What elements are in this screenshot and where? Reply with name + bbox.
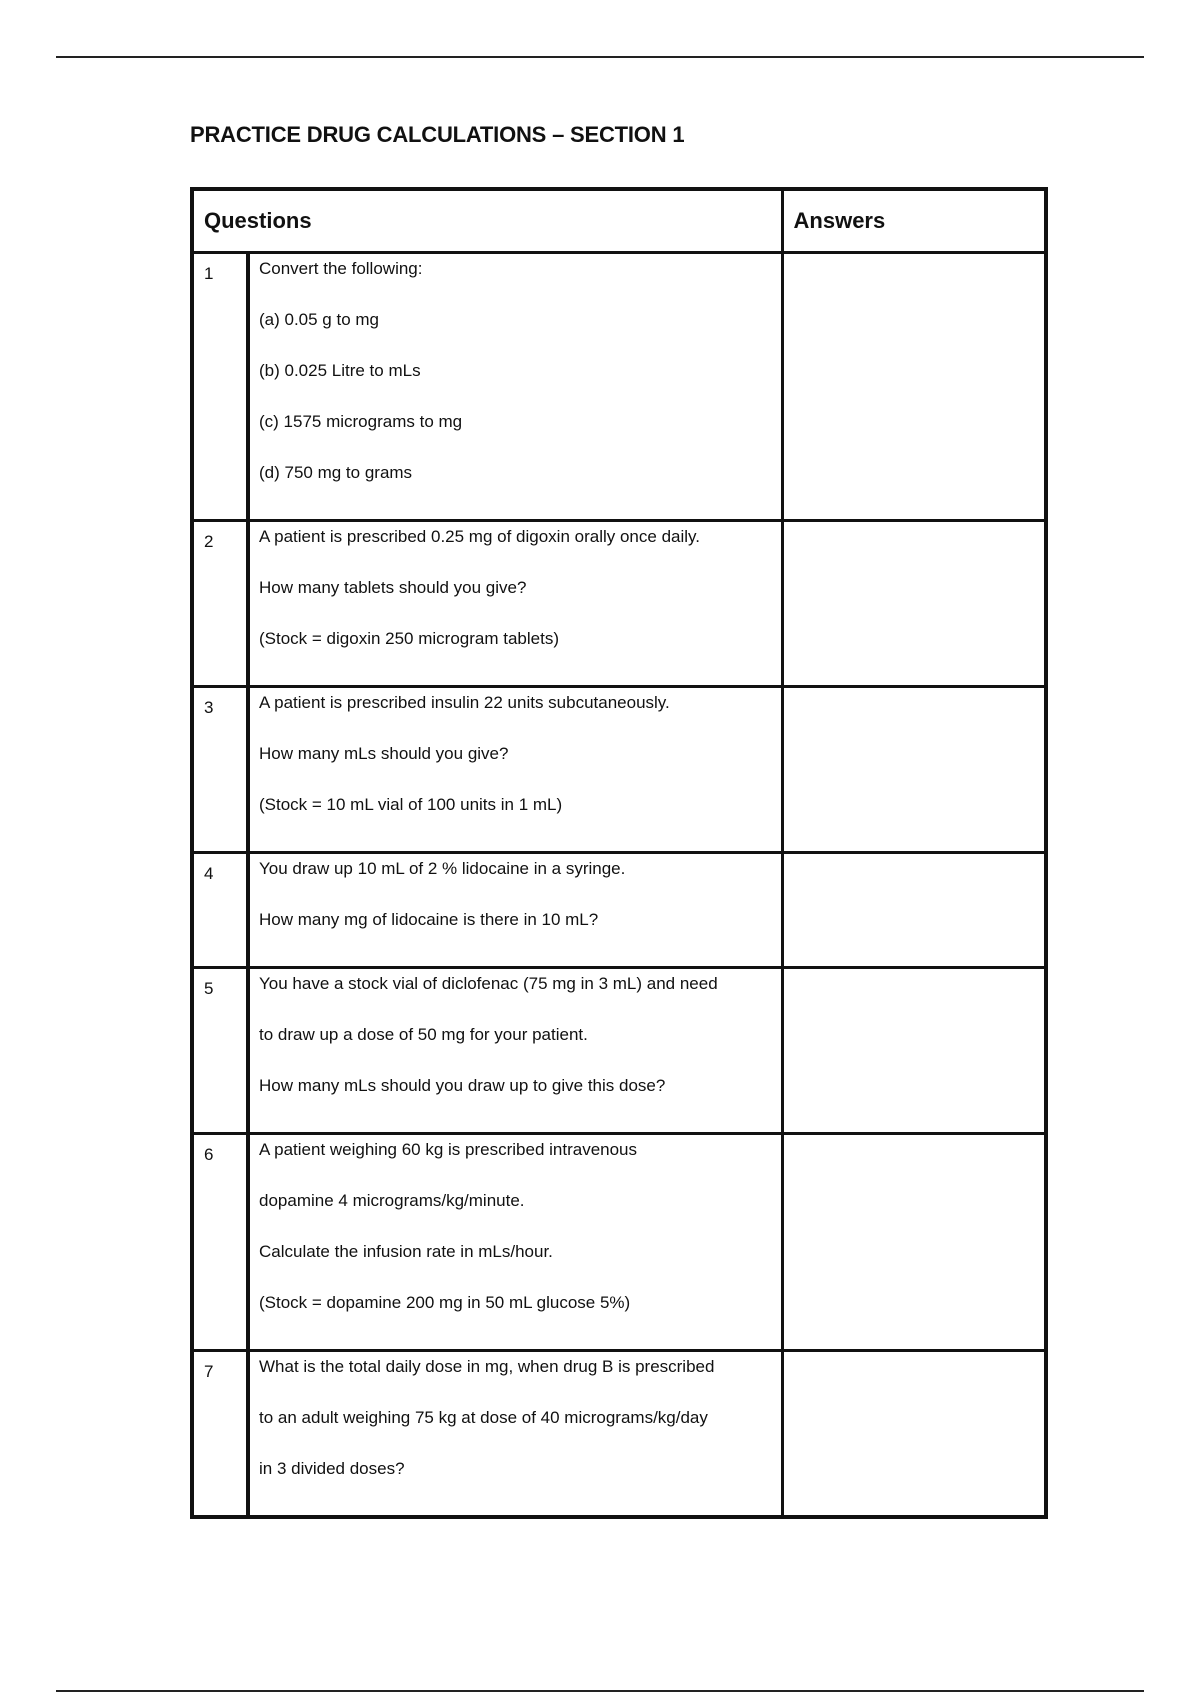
answer-cell — [782, 253, 1046, 521]
question-line: in 3 divided doses? — [259, 1459, 405, 1478]
question-cell — [248, 853, 782, 968]
question-line: dopamine 4 micrograms/kg/minute. — [259, 1191, 525, 1210]
question-line: A patient weighing 60 kg is prescribed intravenous — [259, 1140, 638, 1159]
question-line: (c) 1575 micrograms to mg — [259, 412, 463, 431]
question-cell — [248, 687, 782, 853]
table-row — [192, 1134, 1046, 1351]
question-line: A patient is prescribed insulin 22 units subcutaneously. — [259, 693, 670, 712]
table-row — [192, 968, 1046, 1134]
questions-header: Questions — [192, 189, 782, 253]
question-number: 7 — [192, 1351, 248, 1518]
question-number: 1 — [192, 253, 248, 521]
question-line: You have a stock vial of diclofenac (75 mg in 3 mL) and need — [259, 974, 718, 993]
answer-cell — [782, 1134, 1046, 1351]
question-line: How many tablets should you give? — [259, 578, 527, 597]
question-number: 5 — [192, 968, 248, 1134]
table-row — [192, 687, 1046, 853]
question-number: 2 — [192, 521, 248, 687]
question-line: A patient is prescribed 0.25 mg of digoxin orally once daily. — [259, 527, 700, 546]
answer-cell — [782, 687, 1046, 853]
bottom-rule — [56, 1690, 1144, 1692]
question-line: (Stock = 10 mL vial of 100 units in 1 mL) — [259, 795, 563, 814]
question-line: How many mLs should you draw up to give this dose? — [259, 1076, 666, 1095]
calculations-table — [190, 187, 1048, 1519]
question-cell — [248, 968, 782, 1134]
question-line: How many mg of lidocaine is there in 10 mL? — [259, 910, 599, 929]
question-line: (a) 0.05 g to mg — [259, 310, 380, 329]
question-line: Calculate the infusion rate in mLs/hour. — [259, 1242, 553, 1261]
table-header-row — [192, 189, 1046, 253]
question-line: (b) 0.025 Litre to mLs — [259, 361, 421, 380]
answer-cell — [782, 521, 1046, 687]
table-row — [192, 521, 1046, 687]
question-line: to draw up a dose of 50 mg for your patient. — [259, 1025, 588, 1044]
question-cell — [248, 1134, 782, 1351]
page-title: PRACTICE DRUG CALCULATIONS – SECTION 1 — [190, 122, 685, 147]
question-cell — [248, 1351, 782, 1518]
question-line: (Stock = dopamine 200 mg in 50 mL glucose 5%) — [259, 1293, 631, 1312]
question-number: 6 — [192, 1134, 248, 1351]
answer-cell — [782, 853, 1046, 968]
question-line: You draw up 10 mL of 2 % lidocaine in a syringe. — [259, 859, 626, 878]
question-cell — [248, 521, 782, 687]
top-rule — [56, 56, 1144, 58]
question-line: What is the total daily dose in mg, when drug B is prescribed — [259, 1357, 715, 1376]
question-line: (Stock = digoxin 250 microgram tablets) — [259, 629, 559, 648]
question-number: 4 — [192, 853, 248, 968]
table-row — [192, 1351, 1046, 1518]
answer-cell — [782, 968, 1046, 1134]
question-number: 3 — [192, 687, 248, 853]
question-cell — [248, 253, 782, 521]
answer-cell — [782, 1351, 1046, 1518]
question-line: Convert the following: — [259, 259, 423, 278]
table-row — [192, 253, 1046, 521]
table-row — [192, 853, 1046, 968]
question-line: How many mLs should you give? — [259, 744, 509, 763]
question-line: to an adult weighing 75 kg at dose of 40 micrograms/kg/day — [259, 1408, 708, 1427]
answers-header: Answers — [782, 189, 1046, 253]
question-line: (d) 750 mg to grams — [259, 463, 413, 482]
